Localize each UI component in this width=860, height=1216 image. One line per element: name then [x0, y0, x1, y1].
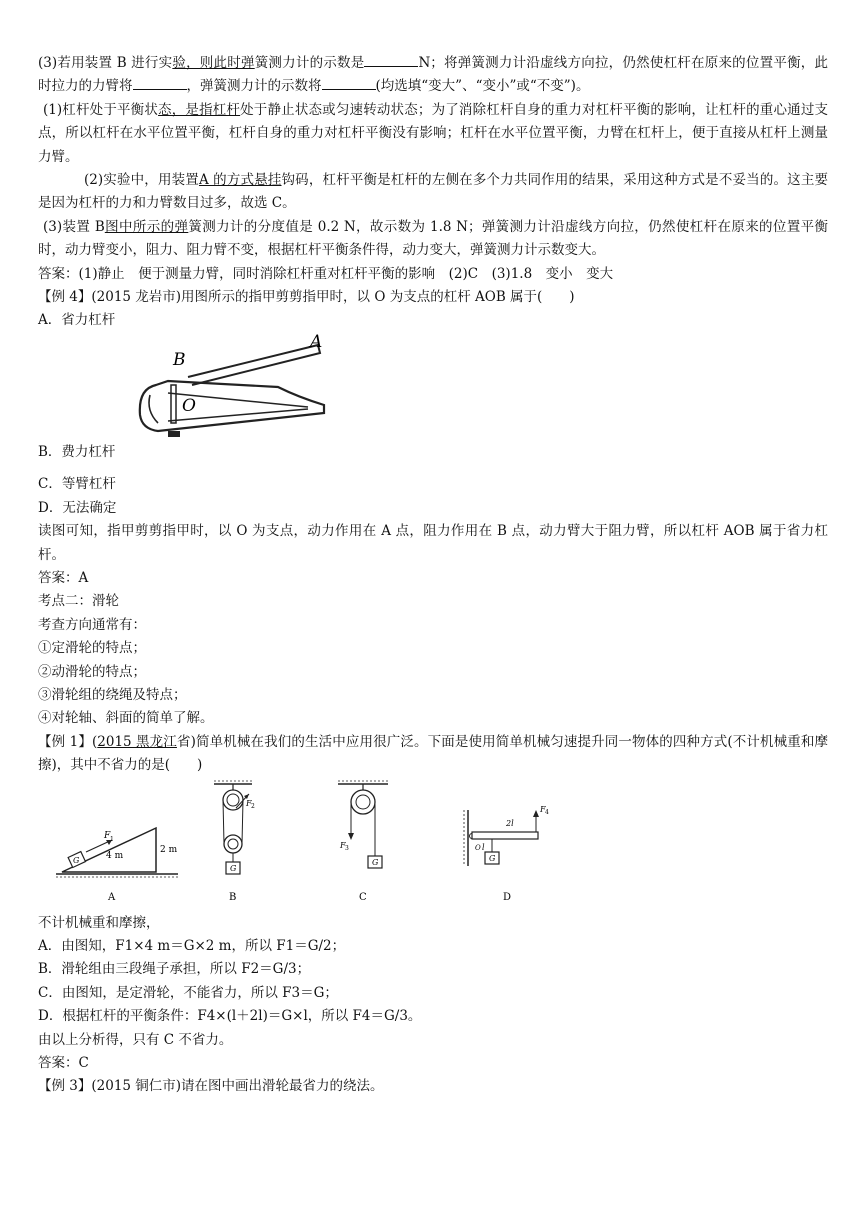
label-a: A	[310, 331, 323, 352]
option-b: B．费力杠杆	[38, 443, 116, 460]
kaodian-2-title: 考点二：滑轮	[38, 593, 119, 610]
example-4-explanation: 读图可知，指甲剪剪指甲时，以 O 为支点，动力作用在 A 点，阻力作用在 B 点，动力臂大于阻力臂，所以杠杆 AOB 属于省力杠杆。	[38, 523, 828, 563]
label-b: B	[173, 349, 186, 370]
svg-text:l: l	[482, 842, 485, 852]
svg-text:4: 4	[545, 808, 549, 816]
svg-text:4 m: 4 m	[106, 850, 124, 861]
svg-text:2 m: 2 m	[160, 844, 178, 855]
svg-text:C: C	[359, 891, 367, 903]
svg-text:G: G	[489, 853, 496, 863]
simple-machines-figure	[38, 778, 828, 912]
svg-text:D: D	[503, 891, 512, 903]
svg-text:G: G	[73, 855, 80, 865]
answer-blank	[133, 77, 187, 90]
figure-c-fixed-pulley	[338, 781, 388, 903]
example-1-line-d: D．根据杠杆的平衡条件：F4×(l＋2l)＝G×l，所以 F4＝G/3。	[38, 1008, 422, 1025]
example-1-line-c: C．由图知，是定滑轮，不能省力，所以 F3＝G；	[38, 984, 338, 1001]
answer-blank	[322, 77, 376, 90]
list-item: ③滑轮组的绕绳及特点；	[38, 686, 187, 703]
nail-clipper-figure	[38, 333, 828, 441]
example-1-note: 不计机械重和摩擦，	[38, 914, 160, 931]
example-1-line-b: B．滑轮组由三段绳子承担，所以 F2＝G/3；	[38, 961, 311, 978]
svg-text:F: F	[246, 798, 252, 808]
example-1-conclusion: 由以上分析得，只有 C 不省力。	[38, 1031, 233, 1048]
list-item: ④对轮轴、斜面的简单了解。	[38, 710, 214, 727]
svg-text:F: F	[340, 840, 346, 850]
svg-text:O: O	[475, 843, 481, 852]
svg-text:F: F	[540, 804, 546, 814]
explanation-2: (2)实验中，用装置A 的方式悬挂钩码，杠杆平衡是杠杆的左侧在多个力共同作用的结果，采用这种方式是不妥当的。这主要是因为杠杆的力和力臂数目过多，故选 C。	[38, 172, 829, 212]
figure-d-lever	[464, 805, 549, 903]
document-page	[38, 52, 828, 1099]
answer-line: 答案：(1)静止 便于测量力臂，同时消除杠杆重对杠杆平衡的影响 (2)C (3)1.8 变小 变大	[38, 265, 614, 282]
option-d: D．无法确定	[38, 499, 117, 516]
example-1-title: 【例 1】(2015 黑龙江省)简单机械在我们的生活中应用很广泛。下面是使用简单机械匀速提升同一物体的四种方式(不计机械重和摩擦)，其中不省力的是( )	[38, 733, 828, 774]
option-c: C．等臂杠杆	[38, 476, 116, 493]
example-1-line-a: A．由图知，F1×4 m＝G×2 m，所以 F1＝G/2；	[38, 937, 346, 954]
svg-text:2l: 2l	[506, 818, 514, 828]
example-4-answer: 答案：A	[38, 569, 89, 586]
label-o: O	[182, 395, 196, 416]
example-1-answer: 答案：C	[38, 1055, 89, 1071]
question-3: (3)若用装置 B 进行实验，则此时弹簧测力计的示数是 N；将弹簧测力计沿虚线方向拉，仍然使杠杆在原来的位置平衡，此时拉力的力臂将 ，弹簧测力计的示数将 (均选填“变大”、“变小”或“不变”)。	[38, 55, 829, 95]
machines-drawing	[48, 778, 548, 912]
svg-text:3: 3	[345, 844, 349, 852]
explanation-1: (1)杠杆处于平衡状态，是指杠杆处于静止状态或匀速转动状态；为了消除杠杆自身的重力对杠杆平衡的影响，让杠杆的重心通过支点，所以杠杆在水平位置平衡，杠杆自身的重力对杠杆平衡没有影响；杠杆在水平位置平衡，力臂在杠杆上，便于直接从杠杆上测量力臂。	[38, 101, 829, 165]
option-a: A．省力杠杆	[38, 312, 116, 329]
svg-text:A: A	[108, 891, 116, 903]
svg-text:2: 2	[251, 802, 255, 810]
svg-text:B: B	[229, 891, 237, 903]
svg-text:F: F	[104, 830, 111, 841]
svg-text:G: G	[372, 857, 379, 867]
list-item: ①定滑轮的特点；	[38, 640, 146, 657]
svg-text:G: G	[230, 863, 237, 873]
example-3-title: 【例 3】(2015 铜仁市)请在图中画出滑轮最省力的绕法。	[38, 1078, 384, 1095]
list-item: ②动滑轮的特点；	[38, 663, 146, 680]
answer-blank	[364, 54, 418, 67]
figure-a-incline	[56, 828, 178, 903]
svg-text:1: 1	[110, 835, 114, 843]
nail-clipper-drawing	[128, 331, 358, 445]
example-4-title: 【例 4】(2015 龙岩市)用图所示的指甲剪剪指甲时，以 O 为支点的杠杆 AOB 属于( )	[38, 289, 575, 306]
explanation-3: (3)装置 B图中所示的弹簧测力计的分度值是 0.2 N，故示数为 1.8 N；弹簧测力计沿虚线方向拉，仍然使杠杆在原来的位置平衡时，动力臂变小，阻力、阻力臂不变，根据杠杆平衡条件得，动力变大，弹簧测力计示数变大。	[38, 218, 829, 259]
kaodian-2-sub: 考查方向通常有：	[38, 616, 146, 633]
figure-b-pulley-block	[214, 781, 255, 903]
